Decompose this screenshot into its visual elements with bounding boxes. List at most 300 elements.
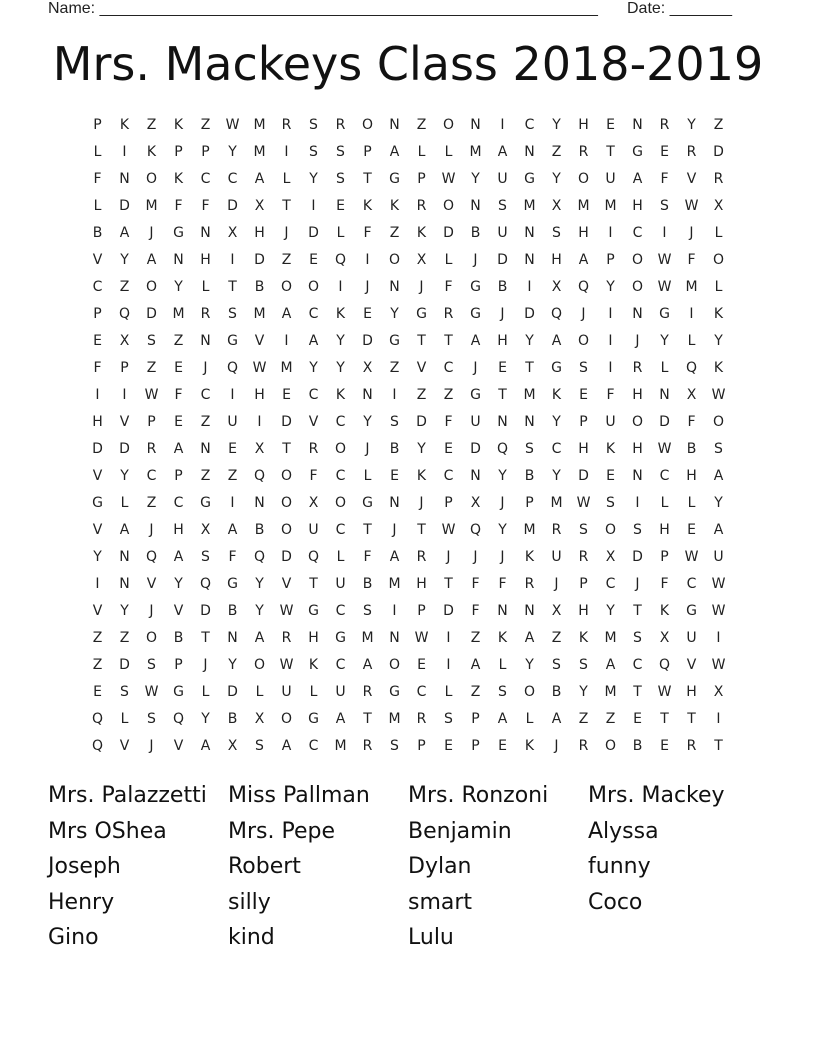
grid-letter: X bbox=[551, 279, 562, 295]
grid-letter: X bbox=[362, 360, 373, 376]
word-list-item: Lulu bbox=[408, 925, 454, 951]
grid-letter: W bbox=[657, 252, 672, 268]
grid-letter: A bbox=[713, 522, 724, 538]
grid-letter: Y bbox=[120, 603, 129, 619]
grid-letter: N bbox=[389, 279, 400, 295]
grid-letter: K bbox=[578, 630, 589, 646]
grid-letter: C bbox=[308, 306, 319, 322]
grid-letter: D bbox=[119, 198, 130, 214]
grid-letter: L bbox=[444, 144, 453, 160]
grid-letter: X bbox=[470, 495, 481, 511]
grid-letter: Z bbox=[92, 630, 103, 646]
grid-letter: Y bbox=[228, 657, 237, 673]
grid-letter: D bbox=[308, 225, 319, 241]
grid-letter: R bbox=[416, 711, 427, 727]
grid-letter: Y bbox=[525, 657, 534, 673]
grid-letter: Q bbox=[496, 441, 509, 457]
grid-letter: I bbox=[365, 252, 370, 268]
grid-letter: M bbox=[523, 198, 536, 214]
grid-letter: R bbox=[686, 738, 697, 754]
grid-row bbox=[84, 679, 732, 706]
grid-letter: H bbox=[173, 522, 184, 538]
grid-letter: R bbox=[308, 441, 319, 457]
grid-letter: N bbox=[389, 495, 400, 511]
grid-letter: A bbox=[524, 630, 535, 646]
grid-letter: I bbox=[635, 495, 640, 511]
grid-letter: H bbox=[92, 414, 103, 430]
grid-letter: U bbox=[605, 414, 616, 430]
grid-letter: Y bbox=[579, 684, 588, 700]
grid-letter: R bbox=[713, 171, 724, 187]
grid-letter: Q bbox=[253, 468, 266, 484]
grid-letter: X bbox=[254, 441, 265, 457]
grid-letter: C bbox=[551, 441, 562, 457]
grid-letter: F bbox=[174, 387, 183, 403]
grid-letter: S bbox=[390, 738, 399, 754]
grid-letter: H bbox=[416, 576, 427, 592]
grid-letter: F bbox=[687, 414, 696, 430]
grid-letter: K bbox=[605, 441, 616, 457]
grid-row bbox=[84, 139, 732, 166]
grid-letter: G bbox=[308, 603, 319, 619]
grid-letter: M bbox=[253, 117, 266, 133]
grid-letter: S bbox=[579, 657, 588, 673]
grid-letter: M bbox=[253, 306, 266, 322]
grid-letter: A bbox=[146, 252, 157, 268]
grid-letter: H bbox=[578, 225, 589, 241]
grid-letter: V bbox=[686, 171, 697, 187]
grid-letter: S bbox=[363, 603, 372, 619]
grid-letter: Q bbox=[334, 252, 347, 268]
grid-letter: F bbox=[660, 171, 669, 187]
grid-letter: R bbox=[578, 144, 589, 160]
grid-letter: J bbox=[149, 225, 154, 241]
grid-letter: Y bbox=[417, 441, 426, 457]
grid-letter: L bbox=[201, 684, 210, 700]
grid-letter: G bbox=[632, 144, 643, 160]
grid-letter: X bbox=[200, 522, 211, 538]
grid-letter: R bbox=[362, 738, 373, 754]
grid-letter: C bbox=[173, 495, 184, 511]
grid-letter: J bbox=[500, 495, 505, 511]
grid-row bbox=[84, 274, 732, 301]
grid-letter: O bbox=[712, 252, 725, 268]
name-field: Name: ________________________________________________________ bbox=[48, 0, 598, 17]
grid-letter: Z bbox=[713, 117, 724, 133]
grid-letter: V bbox=[119, 414, 130, 430]
grid-letter: A bbox=[173, 549, 184, 565]
grid-letter: H bbox=[686, 684, 697, 700]
grid-letter: Q bbox=[550, 306, 563, 322]
grid-letter: Y bbox=[606, 603, 615, 619]
grid-letter: S bbox=[660, 198, 669, 214]
grid-letter: H bbox=[659, 522, 670, 538]
grid-letter: W bbox=[711, 603, 726, 619]
grid-letter: G bbox=[389, 684, 400, 700]
grid-letter: C bbox=[200, 387, 211, 403]
grid-letter: E bbox=[309, 252, 318, 268]
grid-letter: F bbox=[471, 576, 480, 592]
grid-letter: W bbox=[414, 630, 429, 646]
grid-letter: O bbox=[361, 117, 374, 133]
grid-letter: A bbox=[470, 333, 481, 349]
grid-letter: K bbox=[173, 171, 184, 187]
grid-letter: M bbox=[172, 306, 185, 322]
grid-letter: I bbox=[662, 225, 667, 241]
grid-letter: U bbox=[281, 684, 292, 700]
grid-letter: T bbox=[417, 522, 426, 538]
grid-letter: C bbox=[443, 360, 454, 376]
grid-letter: O bbox=[145, 171, 158, 187]
grid-letter: N bbox=[200, 441, 211, 457]
grid-letter: A bbox=[605, 657, 616, 673]
grid-letter: B bbox=[362, 576, 373, 592]
grid-letter: O bbox=[307, 279, 320, 295]
grid-letter: I bbox=[257, 414, 262, 430]
grid-letter: Z bbox=[119, 630, 130, 646]
grid-letter: Y bbox=[552, 414, 561, 430]
grid-letter: K bbox=[713, 306, 724, 322]
grid-letter: N bbox=[632, 117, 643, 133]
grid-letter: D bbox=[578, 468, 589, 484]
grid-letter: C bbox=[308, 738, 319, 754]
grid-letter: H bbox=[200, 252, 211, 268]
grid-letter: B bbox=[254, 522, 265, 538]
grid-letter: J bbox=[500, 306, 505, 322]
grid-letter: S bbox=[255, 738, 264, 754]
grid-letter: A bbox=[497, 144, 508, 160]
grid-letter: E bbox=[282, 387, 291, 403]
grid-letter: P bbox=[174, 144, 183, 160]
grid-letter: I bbox=[608, 360, 613, 376]
grid-row bbox=[84, 166, 732, 193]
grid-letter: R bbox=[578, 738, 589, 754]
grid-letter: R bbox=[686, 144, 697, 160]
grid-letter: D bbox=[659, 414, 670, 430]
grid-letter: H bbox=[308, 630, 319, 646]
grid-letter: S bbox=[498, 684, 507, 700]
grid-letter: U bbox=[686, 630, 697, 646]
grid-letter: W bbox=[576, 495, 591, 511]
grid-letter: Y bbox=[552, 468, 561, 484]
grid-letter: K bbox=[362, 198, 373, 214]
grid-letter: J bbox=[149, 522, 154, 538]
grid-letter: E bbox=[660, 144, 669, 160]
grid-letter: J bbox=[365, 441, 370, 457]
grid-letter: P bbox=[471, 738, 480, 754]
grid-letter: E bbox=[579, 387, 588, 403]
grid-letter: O bbox=[577, 171, 590, 187]
grid-letter: M bbox=[334, 738, 347, 754]
grid-letter: A bbox=[254, 171, 265, 187]
grid-letter: E bbox=[660, 738, 669, 754]
grid-letter: D bbox=[254, 252, 265, 268]
grid-letter: M bbox=[523, 522, 536, 538]
grid-letter: S bbox=[633, 522, 642, 538]
grid-row bbox=[84, 490, 732, 517]
grid-letter: G bbox=[470, 387, 481, 403]
page-title: Mrs. Mackeys Class 2018-2019 bbox=[52, 37, 764, 91]
grid-letter: E bbox=[498, 360, 507, 376]
grid-letter: J bbox=[284, 225, 289, 241]
grid-letter: P bbox=[471, 711, 480, 727]
grid-letter: K bbox=[497, 630, 508, 646]
grid-letter: Y bbox=[498, 522, 507, 538]
grid-letter: E bbox=[687, 522, 696, 538]
grid-letter: Z bbox=[173, 333, 184, 349]
grid-letter: E bbox=[498, 738, 507, 754]
grid-letter: V bbox=[92, 522, 103, 538]
grid-letter: I bbox=[284, 144, 289, 160]
grid-letter: A bbox=[632, 171, 643, 187]
grid-letter: J bbox=[446, 549, 451, 565]
worksheet-header bbox=[0, 0, 816, 20]
grid-letter: O bbox=[604, 522, 617, 538]
grid-letter: A bbox=[389, 144, 400, 160]
grid-letter: W bbox=[441, 171, 456, 187]
grid-letter: Q bbox=[577, 279, 590, 295]
grid-letter: Y bbox=[120, 468, 129, 484]
grid-letter: M bbox=[604, 684, 617, 700]
grid-letter: S bbox=[552, 225, 561, 241]
grid-letter: D bbox=[443, 603, 454, 619]
grid-letter: L bbox=[93, 198, 102, 214]
grid-letter: P bbox=[147, 414, 156, 430]
grid-letter: K bbox=[119, 117, 130, 133]
grid-letter: H bbox=[254, 225, 265, 241]
grid-letter: J bbox=[392, 522, 397, 538]
grid-letter: A bbox=[578, 252, 589, 268]
grid-letter: T bbox=[714, 738, 723, 754]
grid-letter: P bbox=[174, 468, 183, 484]
grid-row bbox=[84, 247, 732, 274]
grid-letter: W bbox=[279, 603, 294, 619]
grid-letter: J bbox=[581, 306, 586, 322]
grid-letter: F bbox=[309, 468, 318, 484]
grid-letter: I bbox=[446, 657, 451, 673]
grid-letter: N bbox=[632, 306, 643, 322]
grid-letter: S bbox=[633, 630, 642, 646]
grid-letter: L bbox=[687, 495, 696, 511]
grid-letter: T bbox=[282, 198, 291, 214]
grid-letter: T bbox=[363, 171, 372, 187]
grid-letter: Y bbox=[228, 144, 237, 160]
grid-letter: O bbox=[280, 495, 293, 511]
grid-row bbox=[84, 409, 732, 436]
grid-letter: K bbox=[551, 387, 562, 403]
grid-letter: W bbox=[279, 657, 294, 673]
grid-letter: U bbox=[713, 549, 724, 565]
grid-letter: E bbox=[363, 306, 372, 322]
grid-letter: J bbox=[365, 279, 370, 295]
grid-letter: X bbox=[713, 684, 724, 700]
grid-letter: X bbox=[605, 549, 616, 565]
grid-letter: I bbox=[392, 603, 397, 619]
grid-letter: O bbox=[631, 279, 644, 295]
grid-letter: S bbox=[498, 198, 507, 214]
grid-letter: Y bbox=[714, 333, 723, 349]
grid-letter: Z bbox=[281, 252, 292, 268]
grid-letter: A bbox=[200, 738, 211, 754]
grid-letter: J bbox=[554, 576, 559, 592]
grid-letter: T bbox=[444, 333, 453, 349]
grid-letter: S bbox=[579, 360, 588, 376]
grid-letter: H bbox=[578, 117, 589, 133]
grid-letter: M bbox=[550, 495, 563, 511]
grid-row bbox=[84, 544, 732, 571]
grid-letter: N bbox=[119, 171, 130, 187]
grid-letter: N bbox=[470, 198, 481, 214]
grid-letter: N bbox=[497, 414, 508, 430]
grid-letter: W bbox=[657, 441, 672, 457]
grid-letter: E bbox=[606, 117, 615, 133]
grid-letter: R bbox=[551, 522, 562, 538]
grid-letter: H bbox=[578, 441, 589, 457]
grid-letter: F bbox=[93, 360, 102, 376]
grid-letter: D bbox=[416, 414, 427, 430]
grid-letter: Y bbox=[309, 171, 318, 187]
grid-letter: R bbox=[416, 198, 427, 214]
grid-letter: T bbox=[309, 576, 318, 592]
grid-letter: W bbox=[252, 360, 267, 376]
grid-letter: T bbox=[525, 360, 534, 376]
grid-letter: S bbox=[390, 414, 399, 430]
grid-letter: X bbox=[308, 495, 319, 511]
grid-letter: G bbox=[227, 333, 238, 349]
grid-letter: J bbox=[419, 279, 424, 295]
grid-letter: Y bbox=[336, 333, 345, 349]
grid-letter: Z bbox=[389, 225, 400, 241]
grid-letter: E bbox=[444, 441, 453, 457]
grid-letter: C bbox=[659, 468, 670, 484]
grid-letter: M bbox=[280, 360, 293, 376]
grid-letter: R bbox=[578, 549, 589, 565]
grid-letter: N bbox=[524, 603, 535, 619]
grid-letter: C bbox=[335, 603, 346, 619]
grid-letter: W bbox=[711, 576, 726, 592]
grid-letter: F bbox=[498, 576, 507, 592]
grid-letter: U bbox=[497, 225, 508, 241]
grid-letter: P bbox=[201, 144, 210, 160]
grid-letter: J bbox=[635, 333, 640, 349]
grid-letter: P bbox=[417, 738, 426, 754]
grid-letter: B bbox=[227, 711, 238, 727]
grid-letter: R bbox=[416, 549, 427, 565]
grid-letter: J bbox=[473, 360, 478, 376]
grid-letter: Y bbox=[255, 576, 264, 592]
word-list-item: Robert bbox=[228, 854, 301, 880]
grid-letter: Z bbox=[92, 657, 103, 673]
grid-letter: S bbox=[606, 495, 615, 511]
grid-letter: N bbox=[524, 144, 535, 160]
grid-letter: Q bbox=[199, 576, 212, 592]
grid-letter: X bbox=[254, 198, 265, 214]
grid-letter: L bbox=[660, 495, 669, 511]
grid-letter: G bbox=[389, 333, 400, 349]
grid-letter: Y bbox=[93, 549, 102, 565]
grid-letter: O bbox=[145, 630, 158, 646]
grid-letter: P bbox=[525, 495, 534, 511]
grid-letter: E bbox=[606, 468, 615, 484]
grid-letter: Z bbox=[470, 630, 481, 646]
grid-letter: C bbox=[92, 279, 103, 295]
grid-letter: Q bbox=[685, 360, 698, 376]
grid-letter: Q bbox=[226, 360, 239, 376]
grid-letter: D bbox=[470, 441, 481, 457]
grid-letter: O bbox=[442, 117, 455, 133]
grid-letter: Z bbox=[416, 387, 427, 403]
grid-letter: N bbox=[632, 468, 643, 484]
grid-letter: L bbox=[336, 549, 345, 565]
grid-letter: A bbox=[254, 630, 265, 646]
grid-letter: Y bbox=[363, 414, 372, 430]
grid-letter: Z bbox=[389, 360, 400, 376]
grid-letter: A bbox=[281, 738, 292, 754]
grid-letter: H bbox=[551, 252, 562, 268]
grid-letter: I bbox=[95, 387, 100, 403]
grid-letter: L bbox=[282, 171, 291, 187]
grid-letter: X bbox=[713, 198, 724, 214]
grid-letter: X bbox=[551, 198, 562, 214]
grid-letter: P bbox=[660, 549, 669, 565]
grid-letter: Q bbox=[91, 711, 104, 727]
grid-letter: A bbox=[119, 225, 130, 241]
grid-row bbox=[84, 517, 732, 544]
grid-letter: D bbox=[119, 441, 130, 457]
grid-letter: L bbox=[336, 225, 345, 241]
grid-letter: S bbox=[120, 684, 129, 700]
grid-letter: Z bbox=[227, 468, 238, 484]
grid-letter: H bbox=[632, 441, 643, 457]
grid-letter: W bbox=[144, 387, 159, 403]
grid-letter: M bbox=[388, 711, 401, 727]
grid-letter: P bbox=[579, 414, 588, 430]
grid-row bbox=[84, 571, 732, 598]
grid-letter: E bbox=[228, 441, 237, 457]
grid-letter: C bbox=[335, 657, 346, 673]
grid-letter: K bbox=[335, 306, 346, 322]
grid-letter: Q bbox=[145, 549, 158, 565]
grid-letter: G bbox=[524, 171, 535, 187]
grid-letter: F bbox=[228, 549, 237, 565]
grid-row bbox=[84, 652, 732, 679]
grid-letter: Y bbox=[687, 117, 696, 133]
grid-letter: N bbox=[119, 576, 130, 592]
grid-letter: R bbox=[443, 306, 454, 322]
grid-letter: N bbox=[659, 387, 670, 403]
grid-letter: L bbox=[309, 684, 318, 700]
grid-letter: R bbox=[335, 117, 346, 133]
grid-letter: M bbox=[361, 630, 374, 646]
grid-letter: S bbox=[552, 657, 561, 673]
grid-letter: Y bbox=[606, 279, 615, 295]
grid-letter: K bbox=[524, 738, 535, 754]
grid-letter: V bbox=[254, 333, 265, 349]
grid-letter: O bbox=[145, 279, 158, 295]
grid-row bbox=[84, 436, 732, 463]
grid-letter: M bbox=[469, 144, 482, 160]
grid-letter: E bbox=[93, 333, 102, 349]
grid-letter: I bbox=[608, 306, 613, 322]
grid-letter: A bbox=[119, 522, 130, 538]
grid-letter: S bbox=[444, 711, 453, 727]
grid-letter: Z bbox=[119, 279, 130, 295]
grid-letter: M bbox=[145, 198, 158, 214]
grid-letter: W bbox=[144, 684, 159, 700]
grid-letter: Y bbox=[552, 117, 561, 133]
grid-letter: Y bbox=[255, 603, 264, 619]
grid-letter: D bbox=[497, 252, 508, 268]
